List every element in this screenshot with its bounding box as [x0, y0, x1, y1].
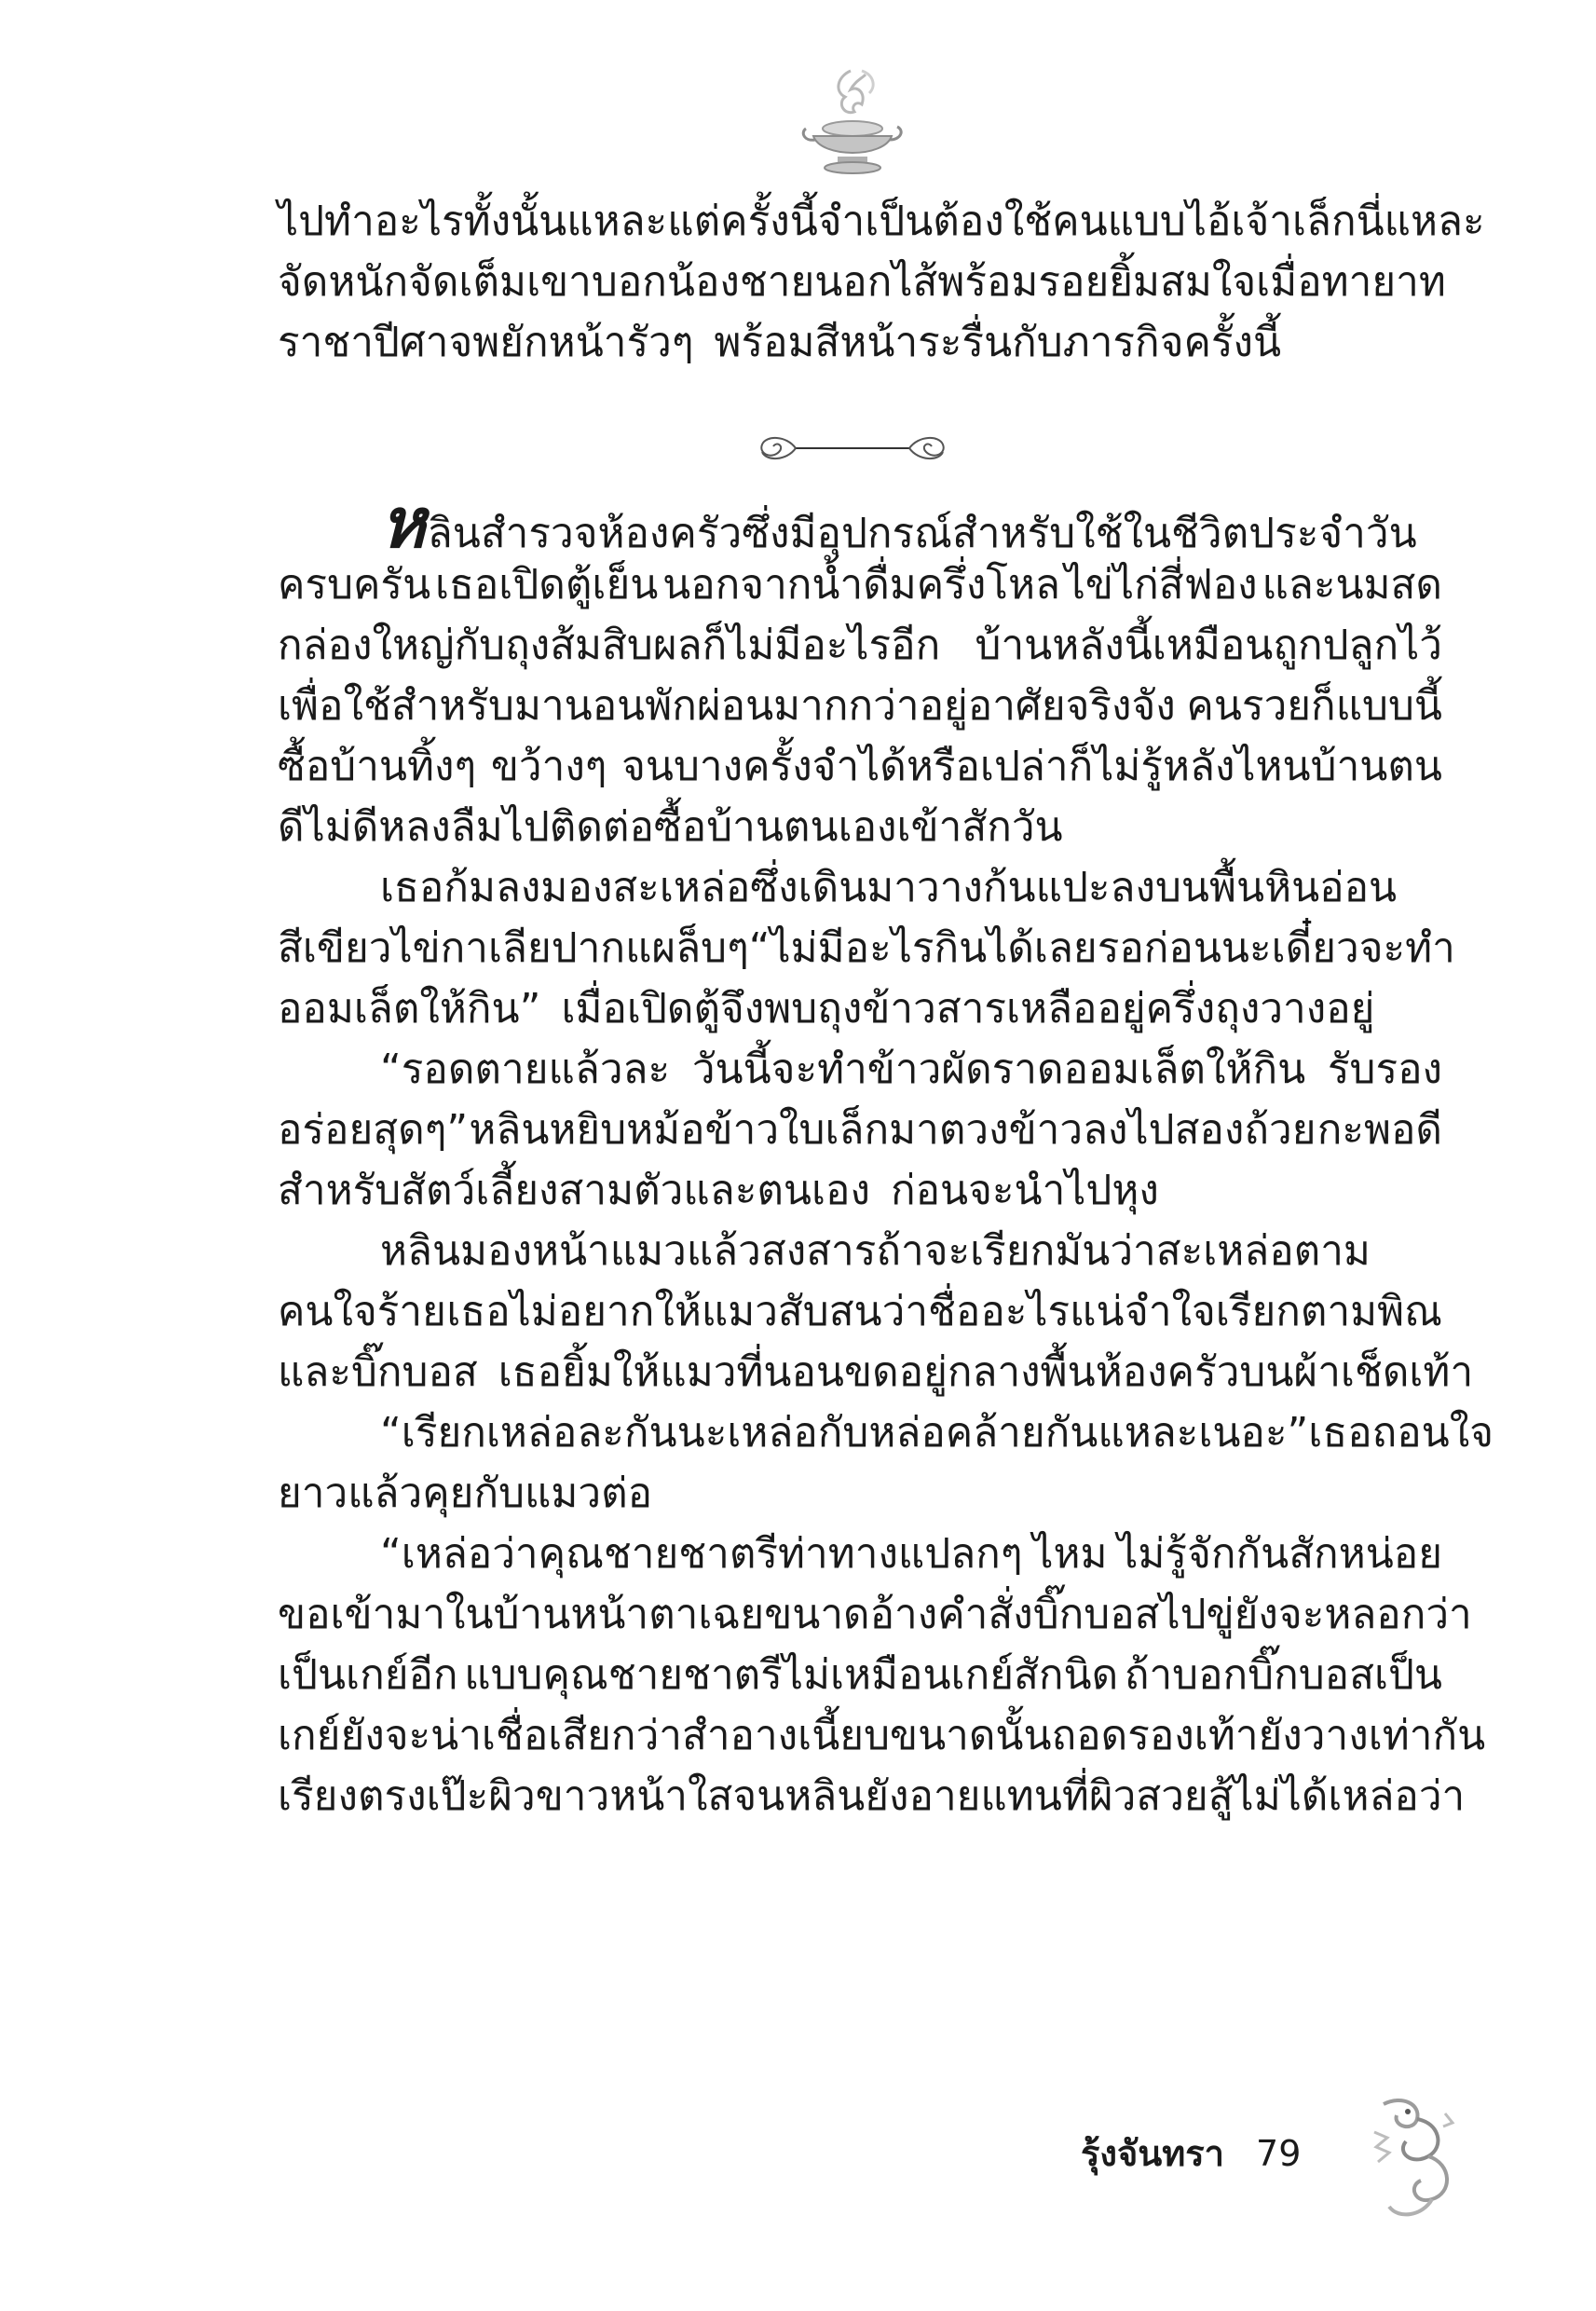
- word: บ้านหลังนี้เหมือนถูกปลูกไว้: [975, 622, 1442, 669]
- word: เหล่อว่า: [1328, 1772, 1466, 1820]
- word: นอกจากน้ำดื่มครึ่งโหล: [662, 561, 1060, 609]
- text-line: [278, 554, 1442, 615]
- word: เป็นเกย์อีก: [278, 1651, 458, 1699]
- word: เรียงตรงเป๊ะ: [278, 1772, 489, 1820]
- word: ยาวแล้วคุยกับแมวต่อ: [278, 1470, 653, 1517]
- word: สีเขียวไข่กาเลียปากแผล็บๆ: [278, 924, 749, 972]
- page-footer: [1081, 2125, 1301, 2181]
- text-line: [278, 918, 1455, 978]
- word: หลินสำรวจห้องครัวซึ่งมีอุปกรณ์สำหรับใช้ในชีวิตประจำวัน: [380, 484, 1417, 564]
- drop-cap: ห: [380, 484, 426, 564]
- word: ก่อนจะนำไปหุง: [890, 1167, 1159, 1214]
- word: “ไม่มีอะไรกินได้เลย: [748, 924, 1098, 972]
- text-line: [278, 676, 1442, 736]
- word: ซื้อบ้านทิ้งๆ: [278, 743, 477, 790]
- word: ออมเล็ตให้กิน”: [278, 985, 541, 1032]
- word: กะพอดี: [1316, 1106, 1442, 1154]
- text-line: [278, 1584, 1472, 1645]
- text-line: [278, 1342, 1474, 1402]
- word: สำอางเนี้ยบขนาดนั้น: [681, 1712, 1052, 1759]
- text-line: [278, 1524, 1442, 1584]
- text-line: [278, 797, 1442, 857]
- word: คนใจร้าย: [278, 1288, 446, 1335]
- word: กล่องใหญ่กับถุงส้มสิบผลก็ไม่มีอะไรอีก: [278, 622, 941, 669]
- word: พร้อมสีหน้าระรื่นกับภารกิจครั้งนี้: [714, 319, 1282, 366]
- word: ไข่ไก่สี่ฟอง: [1064, 561, 1258, 609]
- text-line: [278, 1039, 1442, 1100]
- word: คนรวยก็แบบนี้: [1186, 682, 1442, 730]
- word: ขว้างๆ: [490, 743, 607, 790]
- word: รับรอง: [1327, 1046, 1442, 1093]
- scroll-divider-icon: [753, 424, 952, 472]
- word: เธอเปิดตู้เย็น: [434, 561, 659, 609]
- text-line: [278, 1160, 1442, 1221]
- word: จัดหนักจัดเต็ม: [278, 258, 527, 306]
- word: “เรียกเหล่อละกันนะ: [380, 1409, 728, 1456]
- word: เธอไม่อยากให้แมวสับสนว่าชื่ออะไรแน่: [446, 1288, 1125, 1335]
- word: อร่อยสุดๆ”: [278, 1106, 469, 1154]
- word: แบบคุณชายชาตรีไม่เหมือนเกย์สักนิด: [464, 1651, 1119, 1699]
- paragraph-1: [278, 191, 1485, 373]
- text-line: [278, 312, 1442, 373]
- word: หลินมองหน้าแมวแล้วสงสารถ้าจะเรียกมันว่าสะเหล่อตาม: [380, 1227, 1371, 1275]
- word: ขอเข้ามาในบ้านหน้าตาเฉย: [278, 1591, 765, 1638]
- word: วันนี้จะทำข้าวผัดราดออมเล็ตให้กิน: [691, 1046, 1306, 1093]
- word: เดี๋ยวจะทำ: [1271, 924, 1455, 972]
- text-line: [278, 857, 1442, 918]
- text-line: [278, 1402, 1494, 1463]
- word: เธอถอนใจ: [1308, 1409, 1494, 1456]
- page-number: 79: [1256, 2133, 1302, 2174]
- word: เพื่อใช้สำหรับมานอนพักผ่อนมากกว่าอยู่อาศัยจริงจัง: [278, 682, 1176, 730]
- word: ราชาปีศาจพยักหน้ารัวๆ: [278, 319, 694, 366]
- text-line: [278, 1221, 1442, 1281]
- word: รอก่อนนะ: [1097, 924, 1272, 972]
- word: หลินหยิบหม้อข้าวใบเล็กมาตวงข้าวลงไปสองถ้วย: [469, 1106, 1316, 1154]
- text-line: [278, 1645, 1442, 1705]
- word: ไปทำอะไรทั้งนั้นแหละ: [278, 198, 668, 245]
- word: ไม่รู้จักกันสักหน่อย: [1117, 1530, 1442, 1578]
- text-line: [278, 191, 1485, 252]
- word: เมื่อเปิดตู้จึงพบถุงข้าวสารเหลืออยู่ครึ่งถุงวางอยู่: [561, 985, 1375, 1032]
- text-line: [278, 736, 1442, 797]
- word: เธอก้มลงมองสะเหล่อซึ่งเดินมาวางก้นแปะลงบนพื้นหินอ่อน: [380, 864, 1398, 911]
- word: ดีไม่ดีหลงลืมไปติดต่อซื้อบ้านตนเองเข้าสักวัน: [278, 803, 1063, 851]
- word: ถอดรองเท้ายังวางเท่ากัน: [1051, 1712, 1486, 1759]
- word: แต่ครั้งนี้จำเป็นต้องใช้คนแบบไอ้เจ้าเล็กนี่แหละ: [667, 198, 1485, 245]
- word: เหล่อกับหล่อคล้ายกันแหละเนอะ”: [727, 1409, 1309, 1456]
- word: ขนาดอ้างคำสั่งบิ๊กบอสไปขู่ยังจะหลอกว่า: [764, 1591, 1472, 1638]
- word: “เหล่อว่าคุณชายชาตรีท่าทางแปลกๆ: [380, 1530, 1023, 1578]
- word: และบิ๊กบอส: [278, 1348, 478, 1396]
- text-line: [278, 1463, 1442, 1524]
- text-line: [278, 978, 1442, 1039]
- paragraph-2: [278, 484, 1494, 1826]
- word: ถ้าบอกบิ๊กบอสเป็น: [1124, 1651, 1442, 1699]
- word: ไหม: [1032, 1530, 1108, 1578]
- text-line: [278, 1705, 1486, 1766]
- text-line: [278, 615, 1442, 676]
- text-line: [278, 1281, 1442, 1342]
- text-line: [278, 1766, 1466, 1826]
- word: ครบครัน: [278, 561, 431, 609]
- dragon-ornament-icon: [1356, 2095, 1466, 2225]
- text-line: [278, 252, 1446, 312]
- word: จนบางครั้งจำได้หรือเปล่าก็ไม่รู้หลังไหนบ้านตน: [621, 743, 1442, 790]
- word: เธอยิ้มให้แมวที่นอนขดอยู่กลางพื้นห้องครัวบนผ้าเช็ดเท้า: [498, 1348, 1474, 1396]
- text-line: [278, 1100, 1442, 1160]
- word: “รอดตายแล้วละ: [380, 1046, 671, 1093]
- word: สำหรับสัตว์เลี้ยงสามตัวและตนเอง: [278, 1167, 870, 1214]
- word: ผิวขาวหน้าใสจนหลินยังอายแทนที่ผิวสวยสู้ไม่ได้: [488, 1772, 1329, 1820]
- word: เกย์ยังจะน่าเชื่อเสียกว่า: [278, 1712, 682, 1759]
- word: และนมสด: [1262, 561, 1442, 609]
- lamp-ornament-icon: [797, 65, 908, 182]
- book-title: รุ้งจันทรา: [1081, 2133, 1225, 2174]
- text-line: [278, 484, 1442, 564]
- word: เขาบอกน้องชายนอกไส้พร้อมรอยยิ้มสมใจเมื่อทายาท: [526, 258, 1446, 306]
- word: จำใจเรียกตามพิณ: [1125, 1288, 1442, 1335]
